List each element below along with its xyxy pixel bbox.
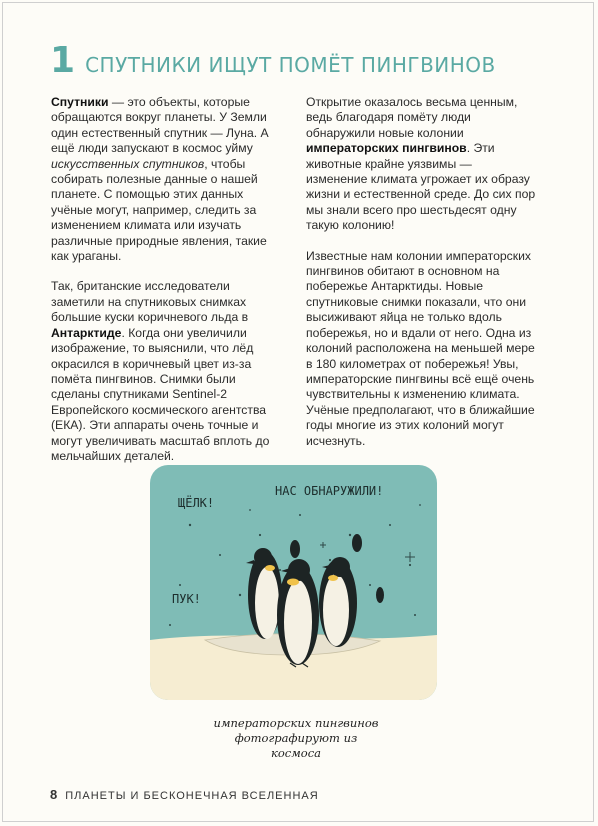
term-satellites: Спутники bbox=[51, 95, 109, 109]
chapter-number: 1 bbox=[50, 40, 76, 81]
paragraph: Спутники — это объекты, которые обращаются вокруг планеты. У Земли один естественный спутник — Луна. А ещё люди запускают в космос уйму искусственных спутников, чтобы собирать полезные данные о нашей планете. С помощью этих данных учёные могут, например, следить за изменением климата или изучать различные природные явления, такие как ураганы. bbox=[51, 95, 269, 264]
illustration-caption: императорских пингвинов фотографируют из космоса bbox=[213, 716, 379, 760]
term-artificial-satellites: искусственных спутников bbox=[51, 156, 205, 171]
left-column bbox=[51, 95, 281, 479]
sound-label-click: ЩЁЛК! bbox=[178, 496, 215, 510]
sound-label-found: НАС ОБНАРУЖИЛИ! bbox=[275, 484, 384, 498]
sound-label-puk: ПУК! bbox=[172, 592, 201, 606]
term-emperor-penguins: императорских пингвинов bbox=[306, 141, 467, 156]
page-number: 8 bbox=[50, 787, 58, 802]
penguin-scene bbox=[150, 465, 437, 700]
term-antarctica: Антарктиде bbox=[51, 325, 122, 340]
chapter-title: СПУТНИКИ ИЩУТ ПОМЁТ ПИНГВИНОВ bbox=[85, 53, 496, 77]
book-page bbox=[2, 2, 594, 822]
page-footer bbox=[50, 787, 319, 802]
book-title: ПЛАНЕТЫ И БЕСКОНЕЧНАЯ ВСЕЛЕННАЯ bbox=[65, 790, 319, 802]
paragraph: Открытие оказалось весьма ценным, ведь благодаря помёту люди обнаружили новые колонии императорских пингвинов. Эти животные крайне уязвимы — изменение климата угрожает их образу жизни и естественной среде. До сих пор мы знали всего про шестьдесят одну такую колонию! bbox=[306, 95, 536, 233]
paragraph: Известные нам колонии императорских пингвинов обитают в основном на побережье Антарктиды. Новые спутниковые снимки показали, что они высиживают яйца не только вдоль побережья, но и вдали от него. Одна из колоний расположена на меньшей мере в 180 километрах от побережья! Увы, императорские пингвины всё ещё очень чувствительны к изменению климата. Учёные предполагают, что в ближайшие годы многие из этих колоний могут исчезнуть. bbox=[306, 248, 535, 448]
penguin-illustration bbox=[150, 465, 437, 700]
paragraph: Так, британские исследователи заметили на спутниковых снимках большие куски коричневого льда в Антарктиде. Когда они увеличили изображение, то выяснили, что лёд окрасился в коричневый цвет из-за помёта пингвинов. Снимки были сделаны спутниками Sentinel-2 Европейского космического агентства (ЕКА). Эти аппараты очень точные и могут увеличивать масштаб вплоть до мельчайших деталей. bbox=[51, 279, 270, 463]
chapter-heading bbox=[50, 40, 496, 81]
right-column bbox=[306, 95, 536, 464]
